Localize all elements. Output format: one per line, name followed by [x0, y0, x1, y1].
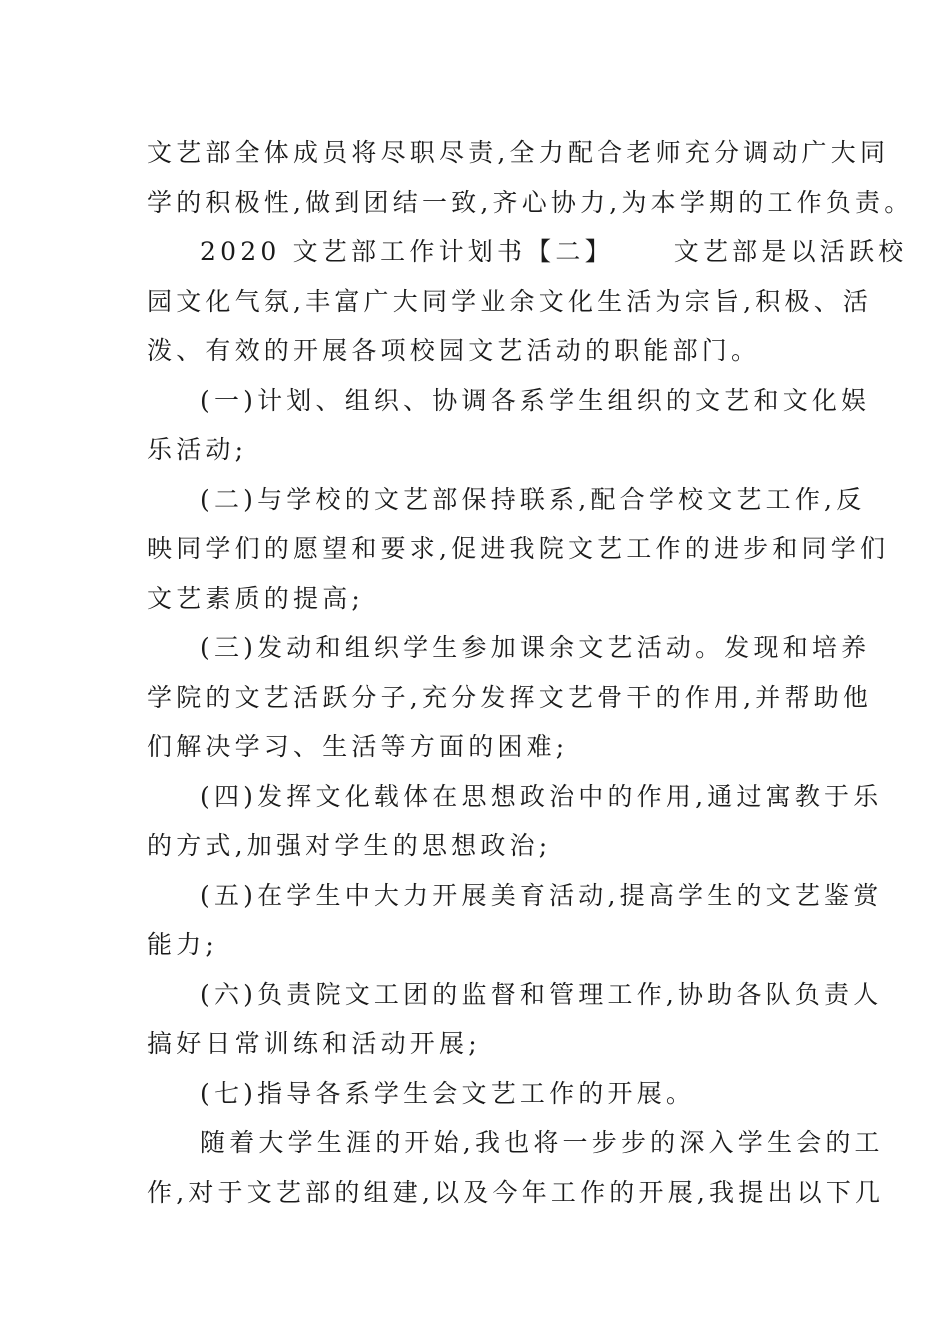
text-line: 作,对于文艺部的组建,以及今年工作的开展,我提出以下几: [147, 1177, 885, 1207]
document-body: [147, 128, 914, 1217]
text-line: 文艺部全体成员将尽职尽责,全力配合老师充分调动广大同: [147, 138, 890, 167]
paragraph-start: 随着大学生涯的开始,我也将一步步的深入学生会的工: [200, 1128, 884, 1157]
list-item-2: (二)与学校的文艺部保持联系,配合学校文艺工作,反: [200, 484, 866, 514]
list-item-6: (六)负责院文工团的监督和管理工作,协助各队负责人: [200, 979, 883, 1009]
text-line: 文艺部是以活跃校: [673, 237, 908, 266]
text-line: 们解决学习、生活等方面的困难;: [147, 732, 569, 761]
list-item-7: (七)指导各系学生会文艺工作的开展。: [200, 1078, 696, 1108]
list-item-5: (五)在学生中大力开展美育活动,提高学生的文艺鉴赏: [200, 880, 883, 910]
section-heading: 2020 文艺部工作计划书【二】: [200, 237, 614, 266]
list-item-4: (四)发挥文化载体在思想政治中的作用,通过寓教于乐: [200, 781, 883, 811]
text-line: 搞好日常训练和活动开展;: [147, 1029, 481, 1058]
text-line: 的方式,加强对学生的思想政治;: [147, 831, 552, 860]
text-line: 映同学们的愿望和要求,促进我院文艺工作的进步和同学们: [147, 534, 890, 563]
list-item-1: (一)计划、组织、协调各系学生组织的文艺和文化娱: [200, 385, 871, 415]
text-line: 园文化气氛,丰富广大同学业余文化生活为宗旨,积极、活: [147, 286, 873, 316]
text-line: 文艺素质的提高;: [147, 583, 365, 613]
section-heading-line: [147, 227, 908, 277]
text-line: 学院的文艺活跃分子,充分发挥文艺骨干的作用,并帮助他: [147, 682, 873, 712]
text-line: 能力;: [147, 930, 219, 959]
text-line: 乐活动;: [147, 435, 248, 464]
list-item-3: (三)发动和组织学生参加课余文艺活动。发现和培养: [200, 633, 871, 662]
text-line: 泼、有效的开展各项校园文艺活动的职能部门。: [147, 336, 761, 365]
text-line: 学的积极性,做到团结一致,齐心协力,为本学期的工作负责。: [147, 187, 914, 217]
